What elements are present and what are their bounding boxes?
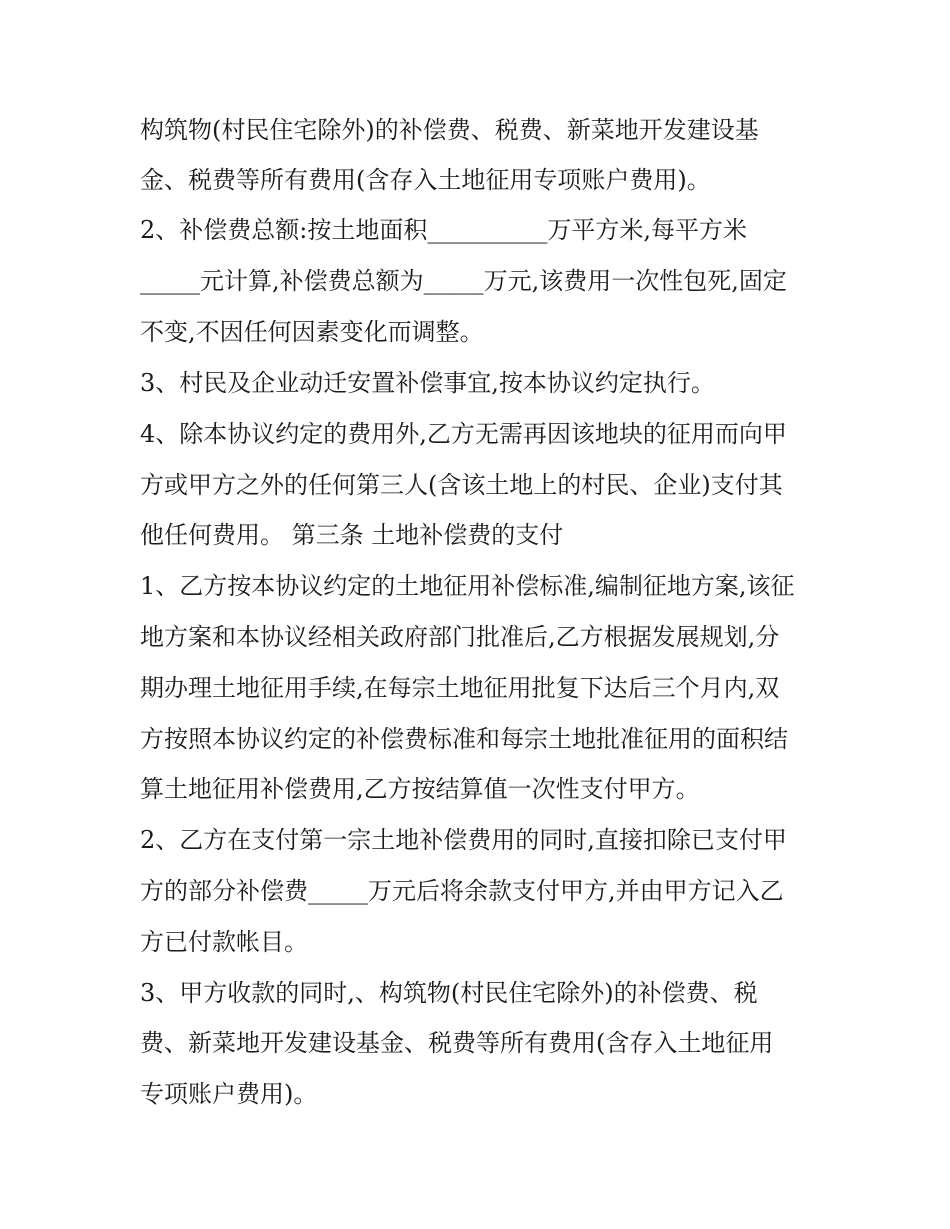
- text-line: 期办理土地征用手续,在每宗土地征用批复下达后三个月内,双: [140, 674, 780, 702]
- text-line: 算土地征用补偿费用,乙方按结算值一次性支付甲方。: [140, 775, 700, 803]
- text-line: 3、甲方收款的同时,、构筑物(村民住宅除外)的补偿费、税: [140, 979, 758, 1007]
- text-line: 3、村民及企业动迁安置补偿事宜,按本协议约定执行。: [140, 369, 715, 397]
- text-line: 不变,不因任何因素变化而调整。: [140, 318, 484, 346]
- text-line: 地方案和本协议经相关政府部门批准后,乙方根据发展规划,分: [140, 623, 780, 651]
- text-line: 金、税费等所有费用(含存入土地征用专项账户费用)。: [140, 166, 711, 194]
- text-line: 方按照本协议约定的补偿费标准和每宗土地批准征用的面积结: [140, 725, 788, 753]
- text-line: 他任何费用。 第三条 土地补偿费的支付: [140, 521, 564, 549]
- text-line: _____元计算,补偿费总额为_____万元,该费用一次性包死,固定: [140, 267, 787, 295]
- text-line: 构筑物(村民住宅除外)的补偿费、税费、新菜地开发建设基: [140, 116, 759, 144]
- text-line: 方已付款帐目。: [140, 928, 308, 956]
- text-line: 方的部分补偿费_____万元后将余款支付甲方,并由甲方记入乙: [140, 877, 784, 905]
- text-line: 方或甲方之外的任何第三人(含该土地上的村民、企业)支付其: [140, 471, 783, 499]
- text-line: 专项账户费用)。: [140, 1080, 318, 1108]
- text-line: 1、乙方按本协议约定的土地征用补偿标准,编制征地方案,该征: [140, 572, 795, 600]
- text-line: 费、新菜地开发建设基金、税费等所有费用(含存入土地征用: [140, 1029, 774, 1057]
- text-line: 2、补偿费总额:按土地面积__________万平方米,每平方米: [140, 216, 747, 244]
- text-line: 2、乙方在支付第一宗土地补偿费用的同时,直接扣除已支付甲: [140, 826, 787, 854]
- text-line: 4、除本协议约定的费用外,乙方无需再因该地块的征用而向甲: [140, 420, 787, 448]
